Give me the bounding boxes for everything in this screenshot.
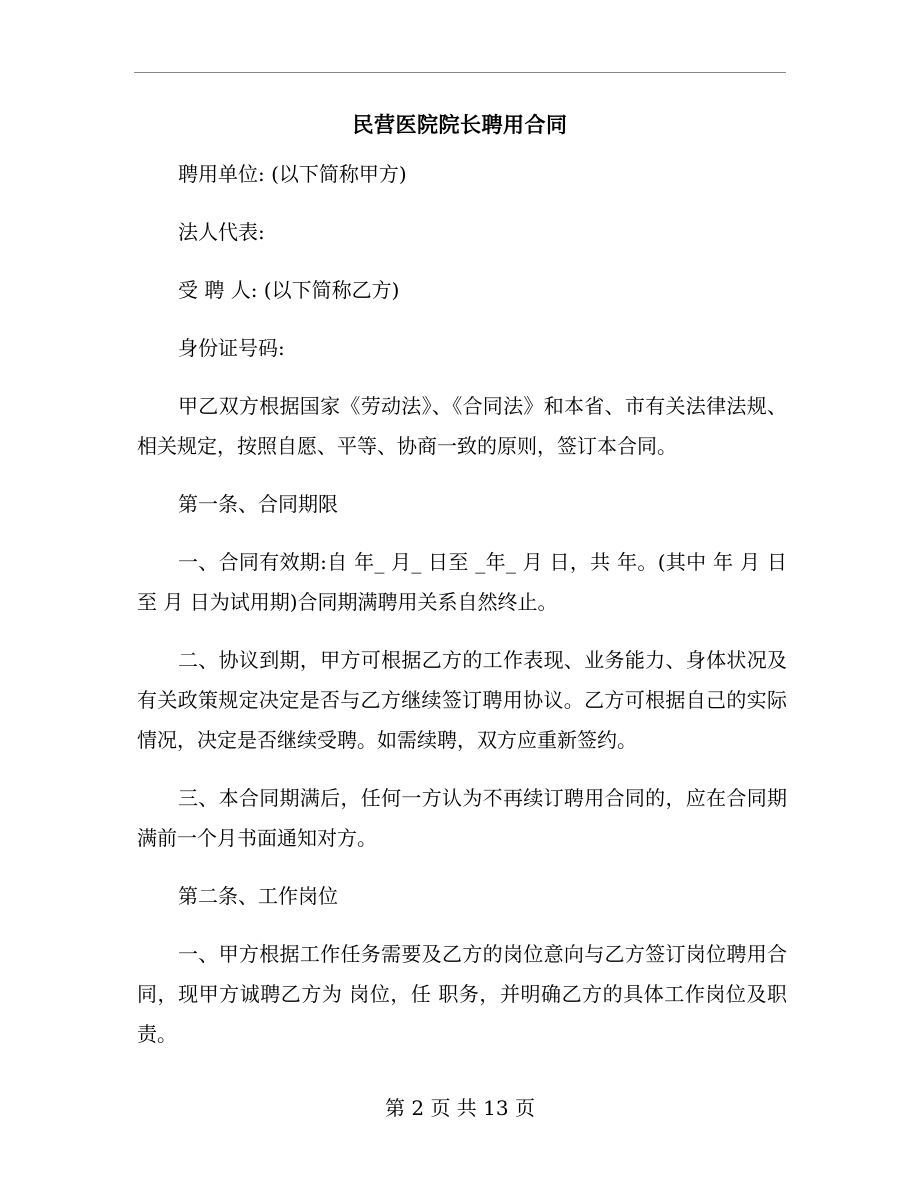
clause-validity-period: 一、合同有效期:自 年_ 月_ 日至 _年_ 月 日，共 年。(其中 年 月 日至 月 日为试用期)合同期满聘用关系自然终止。 xyxy=(137,550,787,614)
paragraph-preamble: 甲乙双方根据国家《劳动法》、《合同法》和本省、市有关法律法规、相关规定，按照自愿、平等、协商一致的原则，签订本合同。 xyxy=(137,394,787,458)
section-heading-contract-term: 第一条、合同期限 xyxy=(178,492,338,516)
clause-renewal: 二、协议到期，甲方可根据乙方的工作表现、业务能力、身体状况及有关政策规定决定是否与乙方继续签订聘用协议。乙方可根据自己的实际情况，决定是否继续受聘。如需续聘，双方应重新签约。 xyxy=(137,648,787,752)
clause-position: 一、甲方根据工作任务需要及乙方的岗位意向与乙方签订岗位聘用合同，现甲方诚聘乙方为 岗位，任 职务，并明确乙方的具体工作岗位及职责。 xyxy=(137,942,787,1046)
paragraph-legal-representative: 法人代表: xyxy=(178,220,265,244)
paragraph-employer: 聘用单位: (以下简称甲方) xyxy=(178,162,407,186)
paragraph-id-number: 身份证号码: xyxy=(178,336,285,360)
page-number: 第 2 页 共 13 页 xyxy=(385,1096,535,1120)
document-title: 民营医院院长聘用合同 xyxy=(352,112,568,137)
document-body xyxy=(137,154,787,1072)
clause-notice: 三、本合同期满后，任何一方认为不再续订聘用合同的，应在合同期满前一个月书面通知对方。 xyxy=(137,786,787,850)
header-divider xyxy=(134,72,786,73)
paragraph-employee: 受 聘 人: (以下简称乙方) xyxy=(178,278,400,302)
section-heading-position: 第二条、工作岗位 xyxy=(178,884,338,908)
